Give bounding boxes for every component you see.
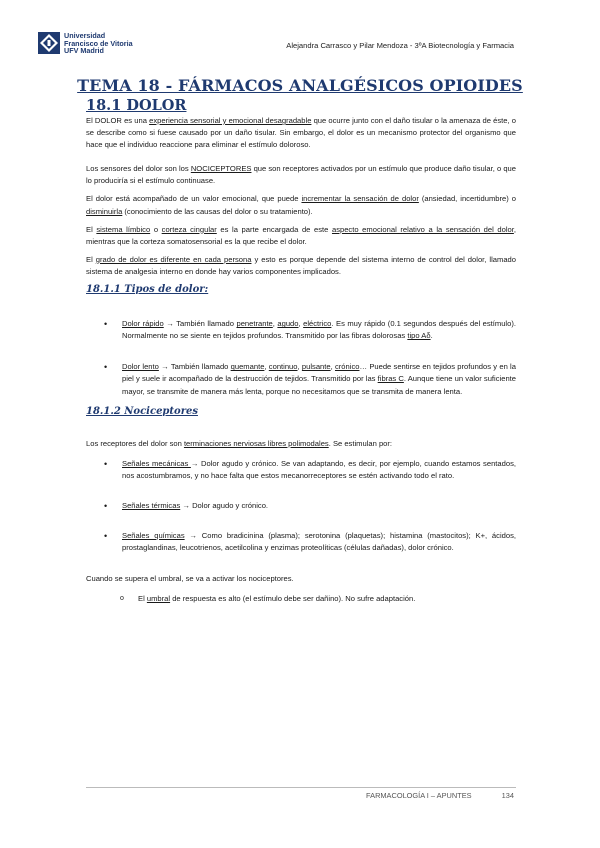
logo-line-3: UFV Madrid	[64, 46, 104, 56]
main-content	[86, 115, 516, 605]
bullet-dot: •	[104, 319, 108, 330]
term-nociceptores: NOCICEPTORES	[190, 164, 252, 174]
term-disminuirla: disminuirla	[86, 206, 123, 216]
paragraph-definition: El DOLOR es una experiencia sensorial y emocional desagradable que ocurre junto con el daño tisular o la amenaza de éste, o se describe como si fuese causado por un daño tisular. Sin embargo, el dolor es un mecanismo protector del organismo que hace que el individuo reaccione para eliminar el estímulo doloroso.	[86, 116, 516, 150]
page-footer	[366, 791, 514, 800]
sub-bullet-marker: o	[120, 595, 124, 603]
term-aspecto-emocional: aspecto emocional relativo a la sensación del dolor	[331, 224, 514, 234]
term-incrementar: incrementar la sensación de dolor	[301, 194, 419, 204]
subsection-nociceptores: 18.1.2 Nociceptores	[86, 405, 198, 417]
bullet-senales-quimicas: • Señales químicas → Como bradicinina (plasma); serotonina (plaquetas); histamina (mastocitos); K+, ácidos, prostaglandinas, leucotrienos, acetilcolina y enzimas proteolíticas (células dañadas), dolor crónico.	[104, 531, 516, 553]
paragraph-nociceptors: Los sensores del dolor son los NOCICEPTORES que son receptores activados por un estímulo que produce daño tisular, o que lo produciría si el estímulo continuase.	[86, 164, 517, 186]
paragraph-receptors: Los receptores del dolor son terminaciones nerviosas libres polimodales. Se estimulan por:	[86, 438, 393, 448]
bullet-dolor-rapido: • Dolor rápido → También llamado penetrante, agudo, eléctrico. Es muy rápido (0.1 segundos después del estímulo). Normalmente no se siente en tejidos profundos. Transmitido por las fibras dolorosas tipo Aδ.	[104, 319, 516, 341]
term-experience: experiencia sensorial y emocional desagradable	[149, 116, 312, 125]
footer-divider	[86, 787, 516, 788]
paragraph-threshold: Cuando se supera el umbral, se va a activar los nociceptores.	[86, 574, 294, 584]
logo-line-1: Universidad	[64, 31, 106, 40]
sub-bullet-umbral: o El umbral de respuesta es alto (el estímulo debe ser dañino). No sufre adaptación.	[86, 593, 516, 605]
logo-text	[64, 32, 133, 55]
header-authors: Alejandra Carrasco y Pilar Mendoza - 3ºA Biotecnología y Farmacia	[286, 41, 514, 50]
term-sistema-limbico: sistema límbico	[96, 224, 151, 234]
university-logo	[38, 32, 133, 55]
bullet-dot: •	[104, 531, 108, 542]
bullet-dolor-lento: • Dolor lento → También llamado quemante, continuo, pulsante, crónico… Puede sentirse en tejidos profundos y en la piel y suele ir acompañado de la destrucción de tejidos. Transmitido por las fibras C. Aunque tiene un valor suficiente mayor, se transmite de manera más lenta, porque no necesitamos que se transmita de manera lenta.	[104, 362, 516, 396]
bullet-dot: •	[104, 458, 108, 469]
ufv-emblem-icon	[38, 32, 60, 54]
paragraph-emotional-value: El dolor está acompañado de un valor emocional, que puede incrementar la sensación de dolor (ansiedad, incertidumbre) o disminuirla (conocimiento de las causas del dolor o su tratamiento).	[86, 194, 516, 216]
bullet-dot: •	[104, 500, 108, 511]
bullet-senales-mecanicas: • Señales mecánicas → Dolor agudo y crónico. Se van adaptando, es decir, por ejemplo, cuando estamos sentados, nos acostumbramos, y no hace falta que estos mecanorreceptores se estén activando todo el rato.	[104, 458, 516, 480]
bullet-senales-termicas: • Señales térmicas → Dolor agudo y crónico.	[104, 500, 269, 511]
footer-label: FARMACOLOGÍA I – APUNTES	[366, 791, 472, 800]
document-title: TEMA 18 - FÁRMACOS ANALGÉSICOS OPIOIDES	[77, 76, 523, 95]
term-grado-dolor: grado de dolor es diferente en cada persona	[95, 254, 252, 264]
page-number: 134	[501, 791, 514, 800]
term-terminaciones: terminaciones nerviosas libres polimodales	[183, 438, 329, 448]
paragraph-pain-degree: El grado de dolor es diferente en cada persona y esto es porque depende del sistema interno de control del dolor, llamado sistema de analgesia interno en donde hay varios componentes implicados.	[86, 254, 516, 276]
section-title: 18.1 DOLOR	[86, 97, 187, 114]
term-corteza-cingular: corteza cingular	[161, 224, 217, 234]
paragraph-limbic-system: El sistema límbico o corteza cingular es la parte encargada de este aspecto emocional relativo a la sensación del dolor, mientras que la corteza somatosensorial es la que recibe el dolor.	[86, 224, 516, 246]
bullet-dot: •	[104, 362, 108, 373]
subsection-tipos-dolor: 18.1.1 Tipos de dolor:	[86, 284, 209, 296]
logo-line-2: Francisco de Vitoria	[64, 38, 133, 48]
